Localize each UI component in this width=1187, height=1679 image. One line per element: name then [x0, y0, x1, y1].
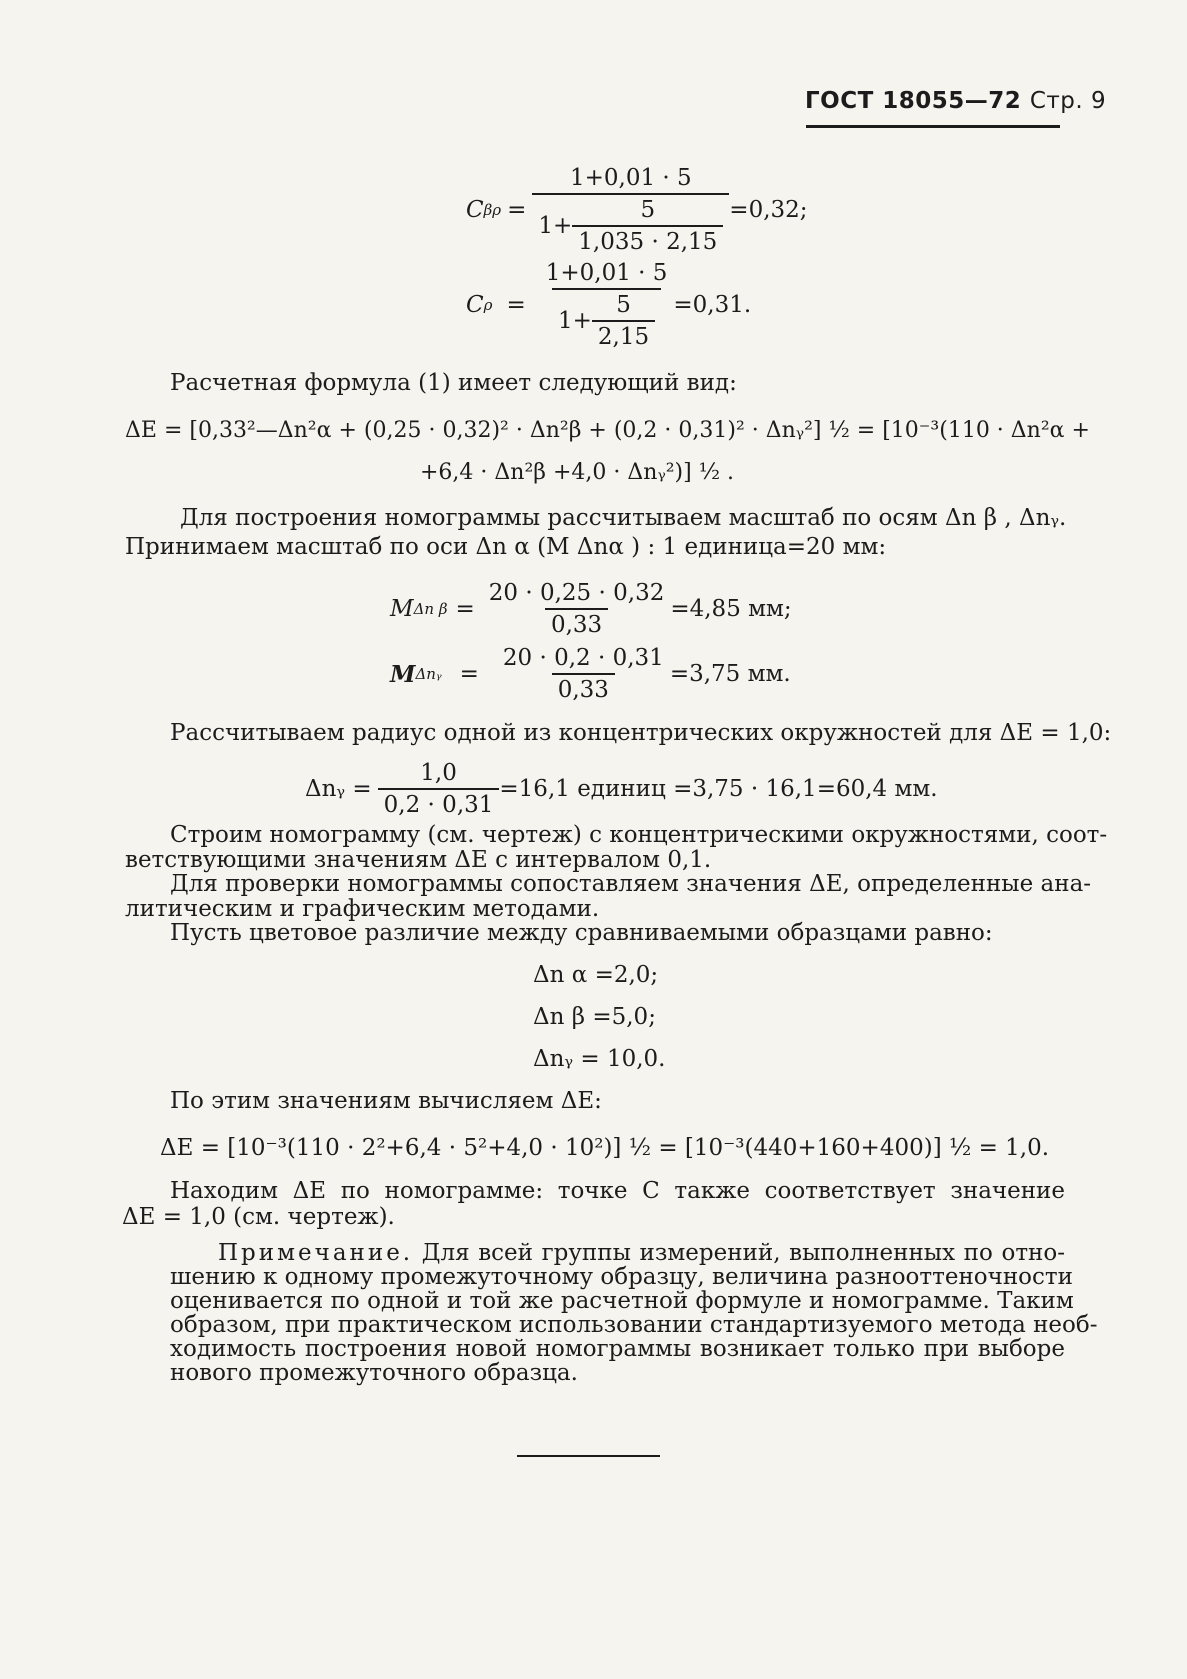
paragraph-find-line1: Находим ΔE по номограмме: точке C также соответствует значение — [170, 1178, 1065, 1204]
note-line4: образом, при практическом использовании стандартизуемого метода необ- — [170, 1312, 1098, 1338]
formula-delta-e-line1: ΔE = [0,33²—Δn²α + (0,25 · 0,32)² · Δn²β + (0,2 · 0,31)² · Δnᵧ²] ½ = [10⁻³(110 · Δn²α + — [125, 418, 1090, 443]
note-line5: ходимость построения новой номограммы возникает только при выборе — [170, 1336, 1065, 1362]
paragraph-difference: Пусть цветовое различие между сравниваемыми образцами равно: — [170, 920, 993, 946]
formula-m-y: M Δnᵧ = $\frac{20 \cdot 0,2 \cdot 0,31}{0,33}$ =3,75 мм. — [390, 645, 791, 703]
note-line1: Примечание. Для всей группы измерений, выполненных по отно- — [218, 1240, 1066, 1266]
formula-delta-e-line2: +6,4 · Δn²β +4,0 · Δnᵧ²)] ½ . — [420, 460, 735, 485]
fraction: 1+0,01 · 5 1+ $\frac{5}{2,15}$ — [545, 260, 668, 350]
standard-number: ГОСТ 18055—72 — [805, 88, 1022, 114]
paragraph-compute: По этим значениям вычисляем ΔE: — [170, 1088, 602, 1114]
note-label: Примечание. — [218, 1240, 414, 1266]
formula-delta-e-calc: ΔE = [10⁻³(110 · 2²+6,4 · 5²+4,0 · 10²)] ½ = [10⁻³(440+160+400)] ½ = 1,0. — [160, 1135, 1050, 1161]
formula-delta-ny: Δnᵧ = $\frac{1,0}{0,2 \cdot 0,31}$ =16,1 единиц =3,75 · 16,1=60,4 мм. — [305, 760, 938, 818]
paragraph-find-line2: ΔE = 1,0 (см. чертеж). — [122, 1204, 395, 1230]
note-line6: нового промежуточного образца. — [170, 1360, 578, 1386]
formula-c-beta-rho: C βρ = 1+0,01 · 5 1+ $\frac{5}{1,035 \cdot 2,15}$ =0,32; — [466, 165, 808, 255]
paragraph-scale-line2: Принимаем масштаб по оси Δn α (M Δnα ) : 1 единица=20 мм: — [125, 534, 887, 560]
end-rule — [517, 1455, 660, 1457]
value-delta-n-y: Δnᵧ = 10,0. — [533, 1046, 666, 1072]
fraction: 1+0,01 · 5 1+ $\frac{5}{1,035 \cdot 2,15}$ — [532, 165, 729, 255]
value-delta-n-alpha: Δn α =2,0; — [533, 962, 659, 988]
paragraph-check-line2: литическим и графическим методами. — [125, 896, 600, 922]
paragraph-check-line1: Для проверки номограммы сопоставляем значения ΔE, определенные ана- — [170, 871, 1092, 897]
fraction: $\frac{1,0}{0,2 \cdot 0,31}$ — [378, 760, 500, 818]
header-rule — [806, 125, 1060, 128]
note-line3: оценивается по одной и той же расчетной формуле и номограмме. Таким — [170, 1288, 1074, 1314]
paragraph-build-line1: Строим номограмму (см. чертеж) с концентрическими окружностями, соот- — [170, 822, 1108, 848]
formula-c-rho: C ρ = 1+0,01 · 5 1+ $\frac{5}{2,15}$ =0,31. — [466, 260, 752, 350]
fraction: $\frac{20 \cdot 0,2 \cdot 0,31}{0,33}$ — [502, 645, 664, 703]
paragraph-radius: Рассчитываем радиус одной из концентрических окружностей для ΔE = 1,0: — [170, 720, 1112, 746]
formula-m-beta: M Δn β = $\frac{20 \cdot 0,25 \cdot 0,32}{0,33}$ =4,85 мм; — [390, 580, 792, 638]
fraction: $\frac{20 \cdot 0,25 \cdot 0,32}{0,33}$ — [488, 580, 665, 638]
paragraph-build-line2: ветствующими значениям ΔE с интервалом 0,1. — [125, 847, 712, 873]
note-line2: шению к одному промежуточному образцу, величина разнооттеночности — [170, 1264, 1073, 1290]
paragraph-formula-intro: Расчетная формула (1) имеет следующий вид: — [170, 370, 737, 396]
paragraph-scale-line1: Для построения номограммы рассчитываем масштаб по осям Δn β , Δnᵧ. — [180, 505, 1067, 531]
page-number: Стр. 9 — [1029, 88, 1107, 114]
value-delta-n-beta: Δn β =5,0; — [533, 1004, 656, 1030]
page-header — [805, 88, 1106, 114]
